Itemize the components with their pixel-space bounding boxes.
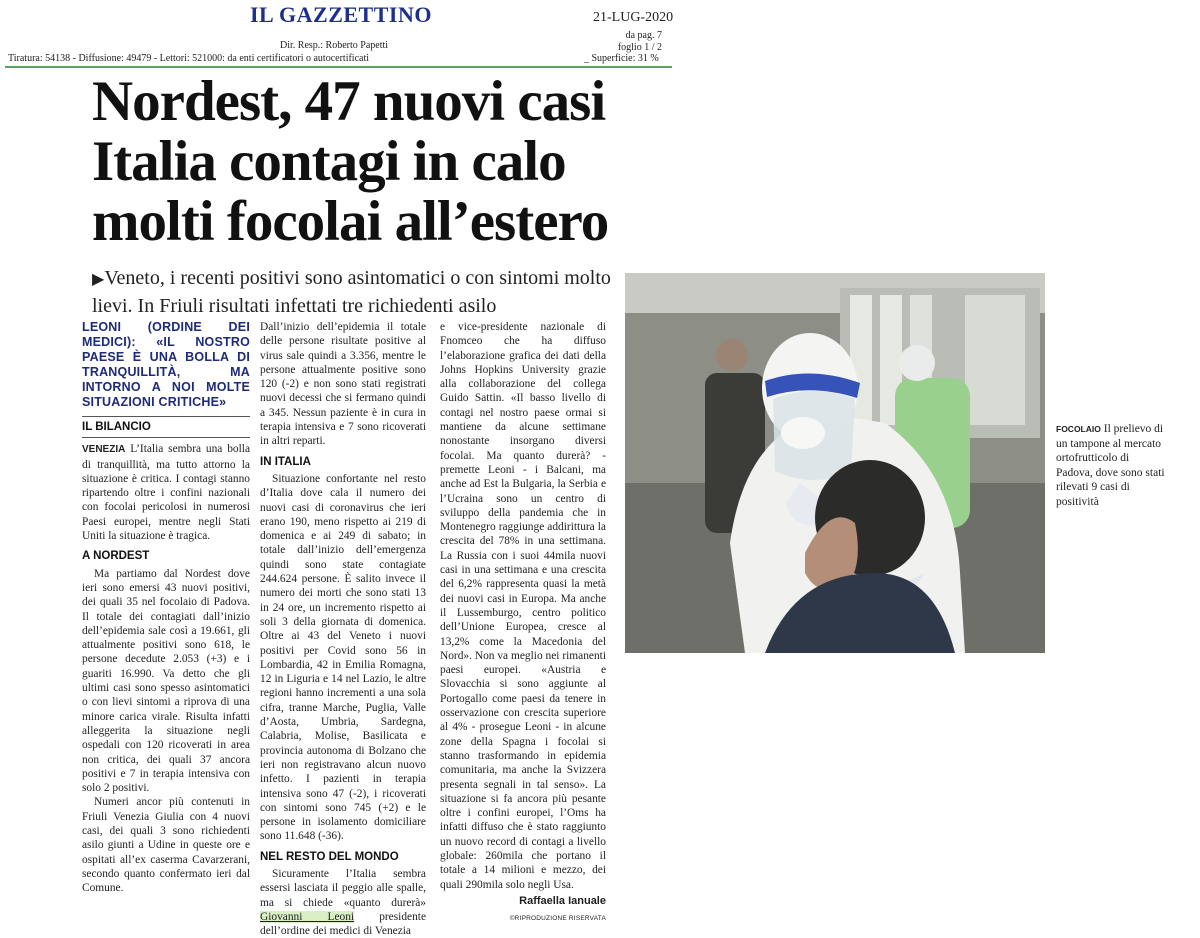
- headline-line-1: Nordest, 47 nuovi casi: [92, 70, 606, 133]
- triangle-marker-icon: ▶: [92, 271, 105, 288]
- article-subhead: [92, 265, 652, 319]
- paragraph-text: presidente dell’ordine dei medici di Venezia: [260, 910, 426, 938]
- subhead-text: Veneto, i recenti positivi sono asintomatici o con sintomi molto lievi. In Friuli risultati infettati tre richiedenti asilo: [92, 267, 611, 317]
- issue-date: 21-LUG-2020: [593, 10, 674, 25]
- paragraph-text: Sicuramente l’Italia sembra essersi lasciata il peggio alle spalle, ma si chiede «quanto durerà»: [260, 867, 426, 909]
- sheet-ref: foglio 1 / 2: [617, 42, 662, 53]
- article-photo: [625, 273, 1045, 653]
- newspaper-logo: IL GAZZETTINO: [250, 2, 432, 27]
- paragraph: Ma partiamo dal Nordest dove ieri sono emersi 43 nuovi positivi, dei quali 35 nel focolaio di Padova. Il totale dei contagiati dall’inizio dell’epidemia sale così a 19.661, gli attualmente positivi sono 618, le persone decedute 2.053 (+3) e i guariti 16.990. Va detto che gli ultimi casi sono spesso asintomatici o con lievi sintomi a riprova di una minore carica virale. Risulta infatti alleggerita la situazione negli ospedali con 120 ricoverati in area non critica, dei quali 37 ancora positivi e 7 in terapia intensiva con solo 2 positivi.: [82, 567, 250, 795]
- headline-line-2: Italia contagi in calo: [92, 130, 566, 193]
- section-heading-mondo: NEL RESTO DEL MONDO: [260, 850, 399, 863]
- box-divider: [82, 416, 250, 417]
- caption-text: Il prelievo di un tampone al mercato ortofrutticolo di Padova, dove sono stati rilevati 9 casi di positività: [1056, 423, 1165, 508]
- quote-box-heading: LEONI (ORDINE DEI MEDICI): «IL NOSTRO PAESE È UNA BOLLA DI TRANQUILLITÀ, MA INTORNO A NOI MOLTE SITUAZIONI CRITICHE»: [82, 320, 250, 409]
- highlighted-name: Giovanni Leoni: [260, 910, 355, 923]
- page-ref: da pag. 7: [625, 30, 662, 41]
- author-signature: Raffaella Ianuale: [519, 894, 606, 907]
- masthead-divider: [5, 66, 672, 68]
- headline-line-3: molti focolai all’estero: [92, 190, 609, 253]
- paragraph: Numeri ancor più contenuti in Friuli Venezia Giulia con 4 nuovi casi, dei quali 3 sono richiedenti asilo giunti a Udine in queste ore e ospitati all’ex caserma Cavarzerani, secondo quanto confermato ieri dal Comune.: [82, 796, 250, 895]
- article-headline: [92, 72, 622, 252]
- photo-caption: [1056, 422, 1166, 509]
- article-column-2: [260, 320, 426, 938]
- dateline: VENEZIA: [82, 444, 126, 456]
- paragraph: Situazione confortante nel resto d’Italia dove cala il numero dei nuovi casi di coronavirus che ieri erano 190, meno rispetto ai 219 di domenica e ai 249 di sabato; in totale dall’inizio dell’emergenza quindi sono state contagiate 244.624 persone. È salito invece il numero dei morti che sono stati 13 in 24 ore, un incremento rispetto ai soli 3 della giornata di domenica. Oltre ai 43 del Veneto i nuovi positivi per Covid sono 56 in Lombardia, 42 in Emilia Romagna, 12 in Liguria e 14 nel Lazio, le altre regioni hanno incrementi a una sola cifra, tranne Marche, Puglia, Valle d’Aosta, Umbria, Sardegna, Calabria, Molise, Basilicata e provincia autonoma di Bolzano che ieri non registravano alcun nuovo infetto. I pazienti in terapia intensiva sono 47 (-2), i ricoverati con sintomi sono 745 (+2) e le persone in isolamento domiciliare sono 11.648 (-36).: [260, 472, 426, 843]
- section-divider: [82, 437, 250, 438]
- paragraph: Dall’inizio dell’epidemia il totale delle persone risultate positive al virus sale quindi a 3.356, mentre le persone attualmente positive sono 120 (-2) e non sono stati registrati nuovi decessi che si fermano quindi a 345. Nessun paziente è in cura in terapia intensiva e 7 sono ricoverati in altri reparti.: [260, 321, 426, 448]
- director-line: Dir. Resp.: Roberto Papetti: [280, 40, 389, 51]
- paragraph: [260, 867, 426, 938]
- section-heading-italia: IN ITALIA: [260, 455, 311, 468]
- circulation-line: Tiratura: 54138 - Diffusione: 49479 - Lettori: 521000: da enti certificatori o autocertificati: [8, 53, 370, 64]
- section-heading-nordest: A NORDEST: [82, 550, 150, 563]
- surface-ref: _ Superficie: 31 %: [584, 53, 659, 64]
- article-column-3: [440, 320, 606, 926]
- caption-label: FOCOLAIO: [1056, 424, 1101, 434]
- swab-test-photo: [625, 273, 1045, 653]
- article-column-1: [82, 320, 250, 896]
- copyright-notice: ©RIPRODUZIONE RISERVATA: [509, 915, 606, 923]
- paragraph: [82, 442, 250, 543]
- section-heading-bilancio: IL BILANCIO: [82, 421, 151, 433]
- paragraph-text: L’Italia sembra una bolla di tranquillità, ma tutto attorno la situazione è critica. I contagi stanno ripartendo oltre i confini nazionali con focolai pericolosi in numerosi Paesi europei, mentre negli Stati Uniti la situazione è tragica.: [82, 443, 250, 543]
- paragraph: e vice-presidente nazionale di Fnomceo che ha diffuso l’elaborazione grafica dei dati della Johns Hopkins University grazie alla collaborazione del collega Guido Sattin. «Il basso livello di contagi nel nostro paese ormai si mantiene da alcune settimane nonostante insorgano diversi focolai. Ma quanto durerà? - premette Leoni - i Balcani, ma anche ad Est la Bulgaria, la Serbia e l’Ucraina sono un centro di sviluppo della pandemia che in Montenegro raggiunge addirittura la crescita del 78% in una settimana. La Russia con i suoi 44mila nuovi casi in una settimana e una crescita del 6,2% rappresenta quasi la metà dei nuovi casi in Europa. Ma anche il Lussemburgo, centro politico dell’Unione Europea, cresce al 13,2% come la Macedonia del Nord». Non va meglio nei rimanenti paesi europei. «Austria e Slovacchia si sono aggiunte al Portogallo come paesi da tenere in osservazione con crescita superiore al 4% - prosegue Leoni - in alcune zone della Spagna i focolai si stanno trasformando in epidemia comunitaria, ma anche la Svizzera presenta segnali in tal senso». La situazione si fa ancora più pesante oltre i confini europei, l’Oms ha infatti diffuso che è stato raggiunto un nuovo record di contagi a livello globale: 260mila che portano il totale a 14 milioni e mezzo, dei quali 290mila solo negli Usa.: [440, 321, 606, 891]
